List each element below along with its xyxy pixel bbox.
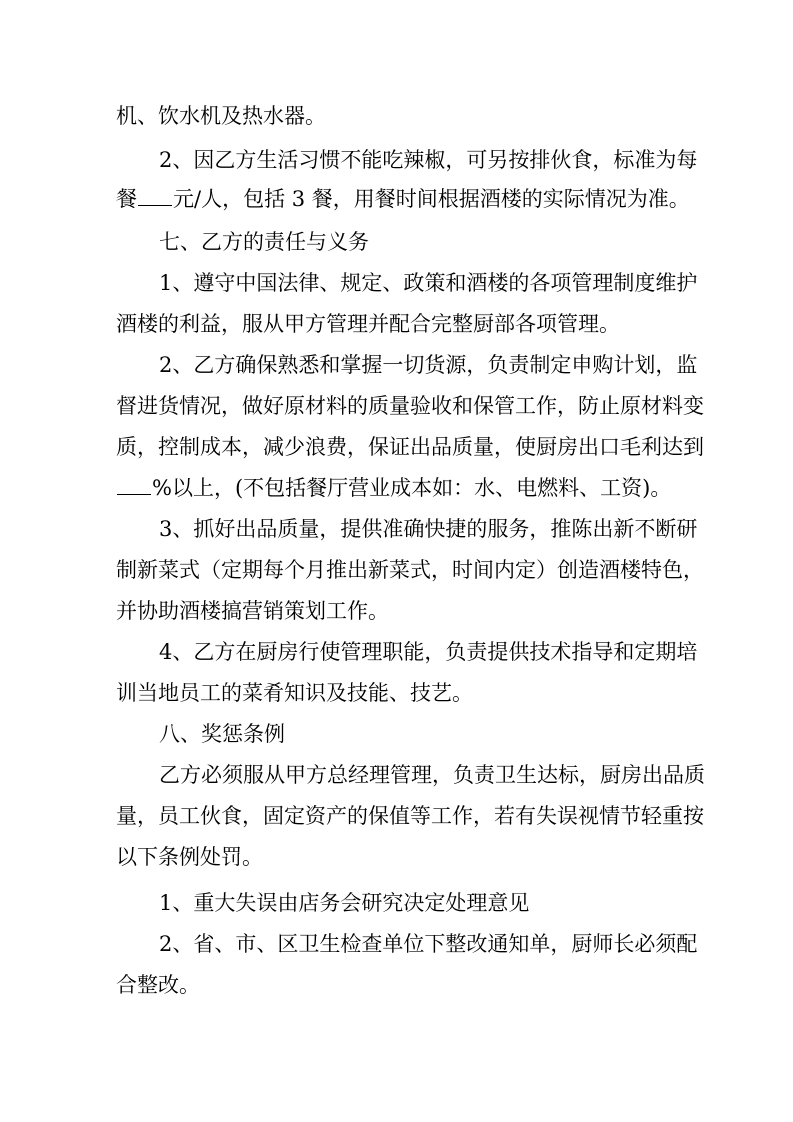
text-line: 质，控制成本，减少浪费，保证出品质量，使厨房出口毛利达到: [116, 435, 704, 459]
text-line: 制新菜式（定期每个月推出新菜式，时间内定）创造酒楼特色，: [116, 558, 704, 582]
text-line-with-blank: [116, 473, 671, 503]
text-line: 3、抓好出品质量，提供准确快捷的服务，推陈出新不断研: [159, 517, 698, 541]
text-line: 以下条例处罚。: [116, 845, 263, 869]
text-line: 2、因乙方生活习惯不能吃辣椒，可另按排伙食，标准为每: [159, 148, 698, 172]
text-line: 并协助酒楼搞营销策划工作。: [116, 599, 389, 623]
text-segment: 元/人，包括 3 餐，用餐时间根据酒楼的实际情况为准。: [173, 187, 690, 211]
fill-in-blank: [138, 185, 172, 206]
text-line: 1、遵守中国法律、规定、政策和酒楼的各项管理制度维护: [159, 271, 698, 295]
text-line: 督进货情况，做好原材料的质量验收和保管工作，防止原材料变: [116, 394, 704, 418]
text-segment: %以上，(不包括餐厅营业成本如：水、电燃料、工资)。: [152, 476, 672, 500]
text-line: 机、饮水机及热水器。: [116, 104, 326, 128]
text-line: 1、重大失误由店务会研究决定处理意见: [159, 891, 530, 915]
text-line: 2、乙方确保熟悉和掌握一切货源，负责制定申购计划，监: [159, 353, 698, 377]
text-line: 训当地员工的菜肴知识及技能、技艺。: [116, 681, 473, 705]
fill-in-blank: [117, 474, 151, 495]
text-line: 合整改。: [116, 973, 200, 997]
section-heading: 八、奖惩条例: [159, 722, 285, 746]
text-segment: 餐: [116, 187, 137, 211]
section-heading: 七、乙方的责任与义务: [159, 230, 369, 254]
text-line: 2、省、市、区卫生检查单位下整改通知单，厨师长必须配: [159, 932, 698, 956]
text-line-with-blank: [116, 184, 690, 214]
text-line: 量，员工伙食，固定资产的保值等工作，若有失误视情节轻重按: [116, 804, 704, 828]
text-line: 酒楼的利益，服从甲方管理并配合完整厨部各项管理。: [116, 312, 620, 336]
text-line: 乙方必须服从甲方总经理管理，负责卫生达标，厨房出品质: [159, 763, 705, 787]
text-line: 4、乙方在厨房行使管理职能，负责提供技术指导和定期培: [159, 640, 698, 664]
